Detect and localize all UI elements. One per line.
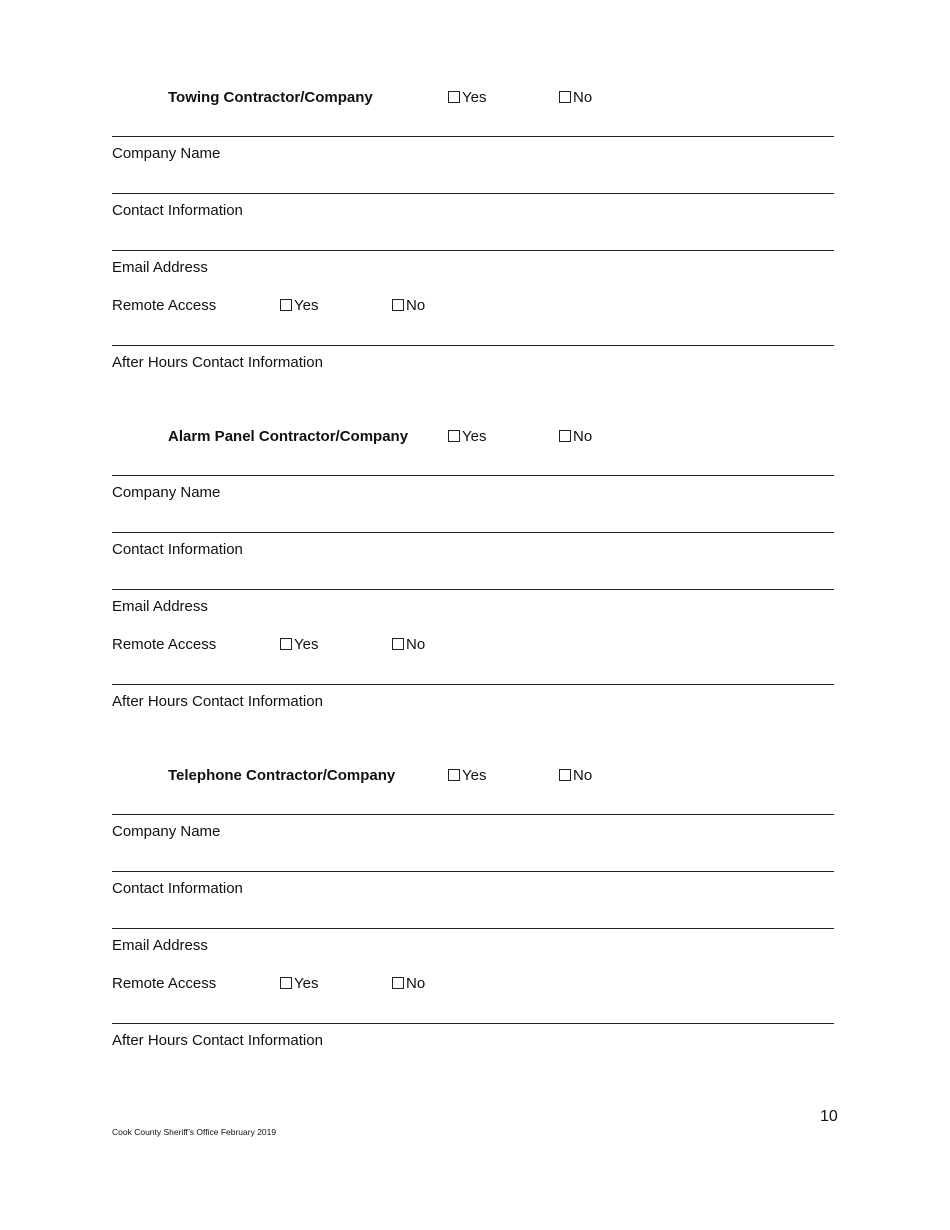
company-name-label: Company Name [112,823,221,840]
section-yes-checkbox[interactable] [448,87,486,109]
contact-information-label: Contact Information [112,880,243,897]
towing-section [112,80,834,380]
remote-access-label: Remote Access [112,297,217,314]
remote-access-label: Remote Access [112,975,217,992]
email-address-label: Email Address [112,937,208,954]
after-hours-input[interactable] [112,316,834,344]
telephone-section [112,758,834,1058]
remote-access-row [112,973,834,995]
remote-access-label: Remote Access [112,636,217,653]
remote-access-no-checkbox[interactable] [392,634,425,656]
no-label: No [573,767,593,784]
section-no-checkbox[interactable] [559,87,592,109]
underline [112,1023,834,1024]
email-address-label: Email Address [112,598,208,615]
underline [112,475,834,476]
remote-access-row [112,295,834,317]
section-title: Telephone Contractor/Company [168,767,396,784]
company-name-input[interactable] [112,446,834,474]
yes-label: Yes [462,428,487,445]
section-header [112,426,834,448]
footer-text: Cook County Sheriff’s Office February 2019 [112,1127,277,1137]
email-address-input[interactable] [112,221,834,249]
section-title: Alarm Panel Contractor/Company [168,428,409,445]
section-header [112,765,834,787]
remote-access-yes-checkbox[interactable] [280,295,318,317]
underline [112,532,834,533]
company-name-input[interactable] [112,785,834,813]
contact-information-input[interactable] [112,503,834,531]
no-label: No [573,89,593,106]
alarm-panel-section [112,419,834,719]
underline [112,250,834,251]
remote-access-row [112,634,834,656]
company-name-label: Company Name [112,484,221,501]
company-name-input[interactable] [112,107,834,135]
email-address-label: Email Address [112,259,208,276]
checkbox-icon[interactable] [392,638,404,650]
underline [112,684,834,685]
after-hours-input[interactable] [112,994,834,1022]
section-no-checkbox[interactable] [559,765,592,787]
section-yes-checkbox[interactable] [448,426,486,448]
no-label: No [573,428,593,445]
email-address-input[interactable] [112,899,834,927]
checkbox-icon[interactable] [559,430,571,442]
yes-label: Yes [294,297,319,314]
after-hours-label: After Hours Contact Information [112,1032,323,1049]
checkbox-icon[interactable] [448,430,460,442]
underline [112,345,834,346]
no-label: No [406,975,426,992]
underline [112,814,834,815]
contact-information-label: Contact Information [112,202,243,219]
remote-access-yes-checkbox[interactable] [280,973,318,995]
remote-access-no-checkbox[interactable] [392,295,425,317]
checkbox-icon[interactable] [280,977,292,989]
underline [112,871,834,872]
no-label: No [406,636,426,653]
checkbox-icon[interactable] [448,91,460,103]
section-yes-checkbox[interactable] [448,765,486,787]
checkbox-icon[interactable] [559,91,571,103]
contact-information-input[interactable] [112,842,834,870]
underline [112,589,834,590]
after-hours-label: After Hours Contact Information [112,354,323,371]
section-title: Towing Contractor/Company [168,89,373,106]
checkbox-icon[interactable] [280,638,292,650]
checkbox-icon[interactable] [392,299,404,311]
company-name-label: Company Name [112,145,221,162]
section-no-checkbox[interactable] [559,426,592,448]
after-hours-input[interactable] [112,655,834,683]
checkbox-icon[interactable] [392,977,404,989]
yes-label: Yes [462,767,487,784]
section-header [112,87,834,109]
checkbox-icon[interactable] [280,299,292,311]
remote-access-yes-checkbox[interactable] [280,634,318,656]
no-label: No [406,297,426,314]
yes-label: Yes [294,636,319,653]
underline [112,193,834,194]
contact-information-label: Contact Information [112,541,243,558]
contact-information-input[interactable] [112,164,834,192]
remote-access-no-checkbox[interactable] [392,973,425,995]
underline [112,928,834,929]
email-address-input[interactable] [112,560,834,588]
yes-label: Yes [462,89,487,106]
underline [112,136,834,137]
checkbox-icon[interactable] [559,769,571,781]
checkbox-icon[interactable] [448,769,460,781]
yes-label: Yes [294,975,319,992]
after-hours-label: After Hours Contact Information [112,693,323,710]
page-number: 10 [820,1108,838,1125]
